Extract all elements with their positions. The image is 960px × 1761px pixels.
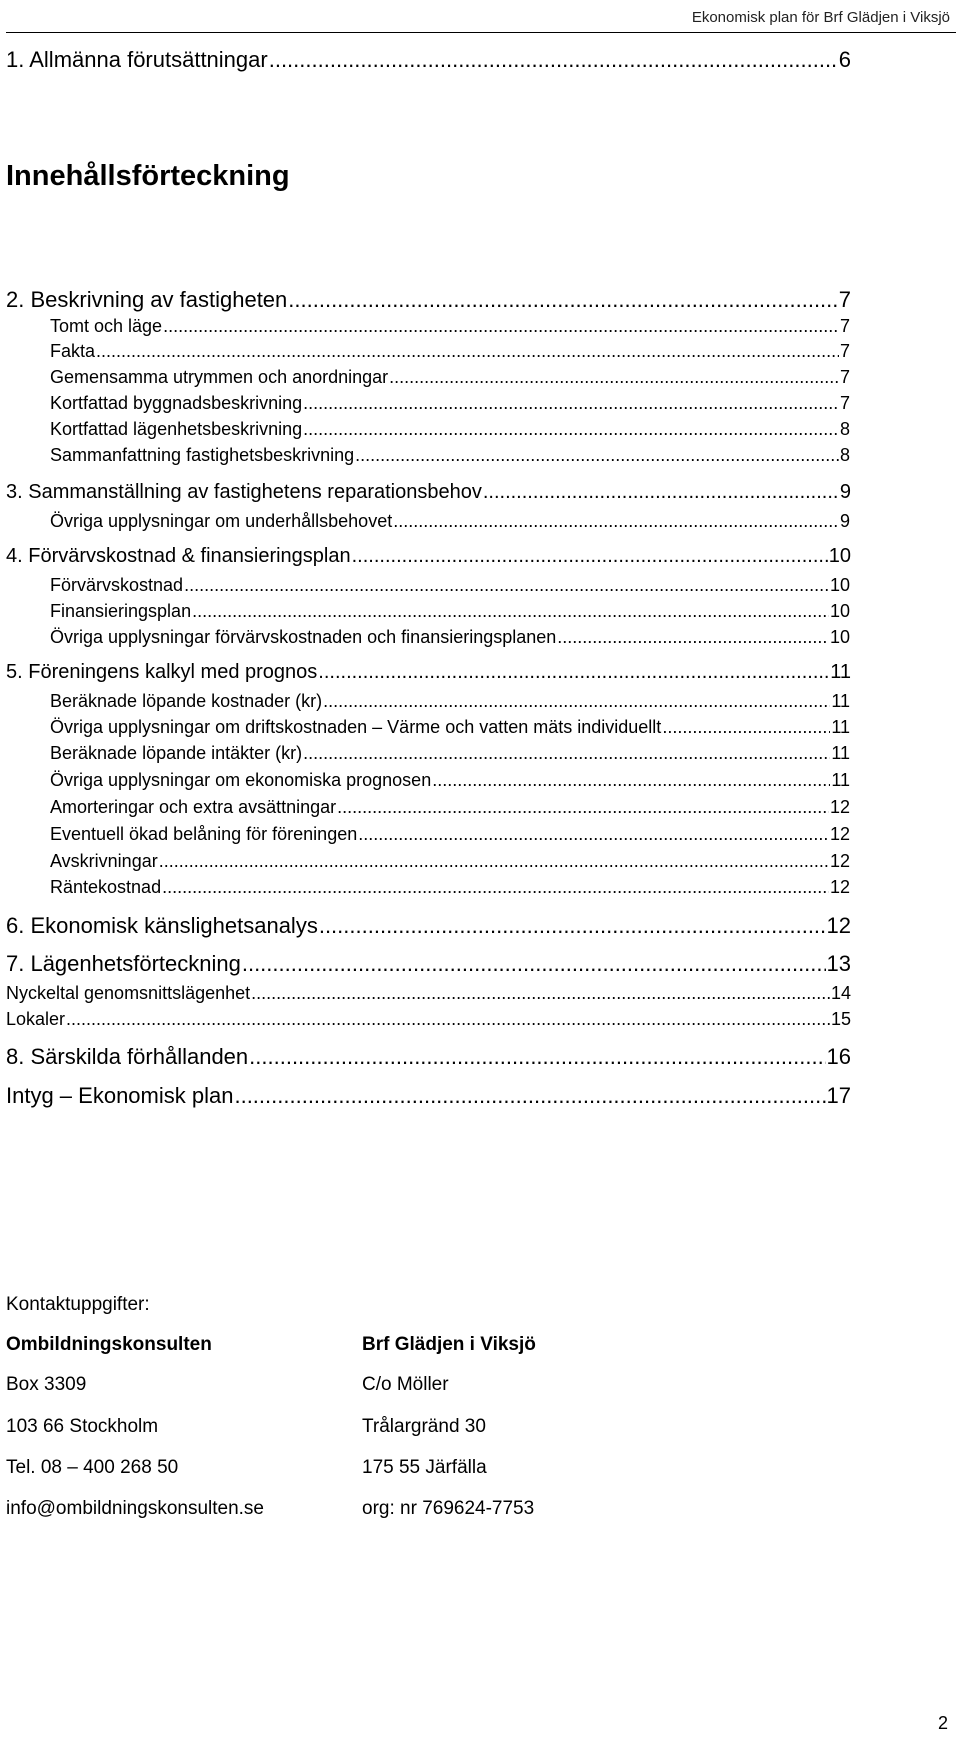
toc-entry-page: 11 (831, 691, 850, 711)
dot-leader (159, 851, 829, 872)
toc-entry-text: 2. Beskrivning av fastigheten (6, 287, 288, 312)
toc-entry[interactable] (50, 627, 850, 648)
toc-entry[interactable] (50, 367, 850, 388)
dot-leader (269, 47, 838, 73)
dot-leader (557, 627, 829, 648)
toc-entry[interactable] (6, 1009, 851, 1030)
dot-leader (323, 691, 830, 712)
toc-entry-text: Avskrivningar (50, 851, 158, 871)
toc-entry-text: Övriga upplysningar om ekonomiska prognosen (50, 770, 432, 790)
toc-entry-text: Kortfattad byggnadsbeskrivning (50, 393, 303, 413)
toc-entry[interactable] (6, 545, 851, 568)
toc-entry-text: Finansieringsplan (50, 601, 192, 621)
contact-right-orgnr: org: nr 769624-7753 (362, 1498, 535, 1519)
toc-entry[interactable] (50, 601, 850, 622)
toc-entry-page: 11 (830, 661, 851, 683)
dot-leader (662, 717, 830, 738)
toc-entry[interactable] (6, 1083, 851, 1109)
toc-entry[interactable] (6, 1044, 851, 1070)
toc-entry[interactable] (50, 770, 850, 791)
toc-entry[interactable] (50, 393, 850, 414)
contacts-label: Kontaktuppgifter: (6, 1294, 150, 1315)
toc-entry[interactable] (6, 287, 851, 313)
toc-entry-page: 12 (826, 913, 851, 938)
toc-entry[interactable] (6, 983, 851, 1004)
toc-entry-text: Intyg – Ekonomisk plan (6, 1083, 234, 1108)
dot-leader (249, 1044, 825, 1070)
toc-entry-page: 14 (830, 983, 851, 1003)
dot-leader (242, 951, 826, 977)
toc-entry-page: 12 (829, 797, 850, 817)
toc-entry[interactable] (6, 661, 851, 684)
contact-right-line: Trålargränd 30 (362, 1416, 486, 1437)
dot-leader (352, 545, 828, 568)
dot-leader (319, 913, 826, 939)
toc-entry[interactable] (6, 47, 851, 73)
dot-leader (288, 287, 837, 313)
toc-entry-text: Övriga upplysningar om driftskostnaden – Värme och vatten mäts individuellt (50, 717, 662, 737)
dot-leader (184, 575, 829, 596)
toc-entry-page: 10 (828, 545, 851, 567)
toc-entry-page: 11 (831, 770, 850, 790)
toc-entry-text: Övriga upplysningar förvärvskostnaden och finansieringsplanen (50, 627, 557, 647)
toc-entry-page: 12 (829, 851, 850, 871)
toc-entry-page: 17 (826, 1083, 851, 1108)
toc-entry-text: Eventuell ökad belåning för föreningen (50, 824, 358, 844)
dot-leader (234, 1083, 825, 1109)
toc-entry[interactable] (6, 913, 851, 939)
toc-entry[interactable] (50, 445, 850, 466)
toc-entry[interactable] (50, 341, 850, 362)
toc-entry[interactable] (50, 316, 850, 337)
toc-entry-page: 6 (838, 47, 851, 72)
toc-entry-text: Fakta (50, 341, 96, 361)
toc-entry-page: 9 (839, 481, 851, 503)
running-header: Ekonomisk plan för Brf Glädjen i Viksjö (691, 9, 950, 26)
toc-entry-text: Kortfattad lägenhetsbeskrivning (50, 419, 303, 439)
toc-entry-text: 5. Föreningens kalkyl med prognos (6, 661, 318, 683)
page-number: 2 (937, 1713, 948, 1733)
toc-entry-page: 11 (831, 743, 850, 763)
dot-leader (432, 770, 830, 791)
toc-entry-text: Beräknade löpande kostnader (kr) (50, 691, 323, 711)
toc-entry-text: Gemensamma utrymmen och anordningar (50, 367, 389, 387)
toc-entry[interactable] (6, 951, 851, 977)
toc-entry-page: 12 (829, 824, 850, 844)
dot-leader (318, 661, 829, 684)
toc-entry-page: 16 (826, 1044, 851, 1069)
toc-entry-text: 4. Förvärvskostnad & finansieringsplan (6, 545, 351, 567)
toc-entry-page: 9 (839, 511, 850, 531)
dot-leader (389, 367, 839, 388)
dot-leader (163, 316, 839, 337)
toc-entry-text: Amorteringar och extra avsättningar (50, 797, 337, 817)
contact-left-line: 103 66 Stockholm (6, 1416, 159, 1437)
toc-entry-text: 3. Sammanställning av fastighetens reparationsbehov (6, 481, 482, 503)
dot-leader (303, 743, 830, 764)
toc-entry-page: 7 (839, 367, 850, 387)
toc-entry-page: 15 (830, 1009, 851, 1029)
toc-entry-text: 6. Ekonomisk känslighetsanalys (6, 913, 318, 938)
toc-entry-text: Övriga upplysningar om underhållsbehovet (50, 511, 393, 531)
toc-entry-page: 10 (829, 601, 850, 621)
toc-entry-text: Förvärvskostnad (50, 575, 184, 595)
toc-entry-page: 7 (838, 287, 851, 312)
contact-left-phone: Tel. 08 – 400 268 50 (6, 1457, 179, 1478)
toc-title: Innehållsförteckning (6, 160, 290, 192)
contact-right-name: Brf Glädjen i Viksjö (362, 1334, 536, 1355)
toc-entry[interactable] (50, 419, 850, 440)
toc-entry-page: 11 (831, 717, 850, 737)
toc-entry-page: 10 (829, 575, 850, 595)
toc-entry-page: 7 (839, 393, 850, 413)
toc-entry-page: 12 (829, 877, 850, 897)
toc-entry[interactable] (50, 797, 850, 818)
dot-leader (303, 393, 839, 414)
dot-leader (192, 601, 829, 622)
toc-entry[interactable] (50, 511, 850, 532)
dot-leader (162, 877, 829, 898)
toc-entry-page: 8 (839, 445, 850, 465)
dot-leader (96, 341, 839, 362)
toc-entry-page: 8 (839, 419, 850, 439)
dot-leader (66, 1009, 830, 1030)
toc-entry[interactable] (50, 743, 850, 764)
toc-entry[interactable] (50, 877, 850, 898)
dot-leader (483, 481, 839, 504)
dot-leader (355, 445, 839, 466)
dot-leader (358, 824, 829, 845)
dot-leader (337, 797, 829, 818)
dot-leader (251, 983, 830, 1004)
contact-left-line: Box 3309 (6, 1374, 87, 1395)
toc-entry[interactable] (50, 575, 850, 596)
toc-entry[interactable] (50, 851, 850, 872)
toc-entry[interactable] (50, 717, 850, 738)
toc-entry[interactable] (50, 824, 850, 845)
toc-entry-text: Räntekostnad (50, 877, 162, 897)
toc-entry-page: 7 (839, 341, 850, 361)
toc-entry-text: Tomt och läge (50, 316, 163, 336)
toc-entry-text: Lokaler (6, 1009, 66, 1029)
toc-entry-text: Sammanfattning fastighetsbeskrivning (50, 445, 355, 465)
contact-right-line: C/o Möller (362, 1374, 449, 1395)
toc-entry-page: 10 (829, 627, 850, 647)
toc-entry-text: Beräknade löpande intäkter (kr) (50, 743, 303, 763)
dot-leader (303, 419, 839, 440)
toc-entry-page: 13 (826, 951, 851, 976)
toc-entry[interactable] (6, 481, 851, 504)
contact-left-email[interactable]: info@ombildningskonsulten.se (6, 1498, 264, 1519)
toc-entry-text: 7. Lägenhetsförteckning (6, 951, 241, 976)
toc-entry-text: 8. Särskilda förhållanden (6, 1044, 249, 1069)
dot-leader (393, 511, 839, 532)
toc-entry[interactable] (50, 691, 850, 712)
header-rule (6, 32, 956, 33)
contact-right-line: 175 55 Järfälla (362, 1457, 487, 1478)
toc-entry-text: 1. Allmänna förutsättningar (6, 47, 268, 72)
toc-entry-text: Nyckeltal genomsnittslägenhet (6, 983, 251, 1003)
toc-entry-page: 7 (839, 316, 850, 336)
contact-left-name: Ombildningskonsulten (6, 1334, 212, 1355)
